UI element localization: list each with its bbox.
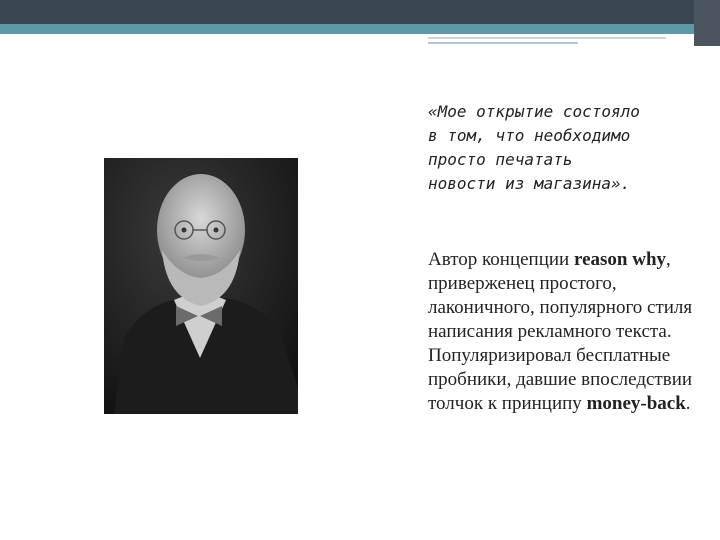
description-middle: , приверженец простого, лаконичного, популярного стиля написания рекламного текста. Популяризировал бесплатные пробники, давшие впоследствии толчок к принципу [428,249,693,414]
term-money-back: money-back [586,393,686,414]
description-suffix: . [685,393,691,414]
quote-text: «Мое открытие состояло в том, что необходимо просто печатать новости из магазина». [428,102,640,193]
description-paragraph [428,248,708,416]
header-accent-stripe [0,24,720,34]
portrait-photo [104,158,298,414]
description-prefix: Автор концепции [428,249,574,270]
title-underline-short [428,42,578,44]
header-corner-block [694,0,720,46]
term-reason-why: reason why [573,249,667,270]
header-bar [0,0,720,24]
title-underline-long [428,37,666,39]
